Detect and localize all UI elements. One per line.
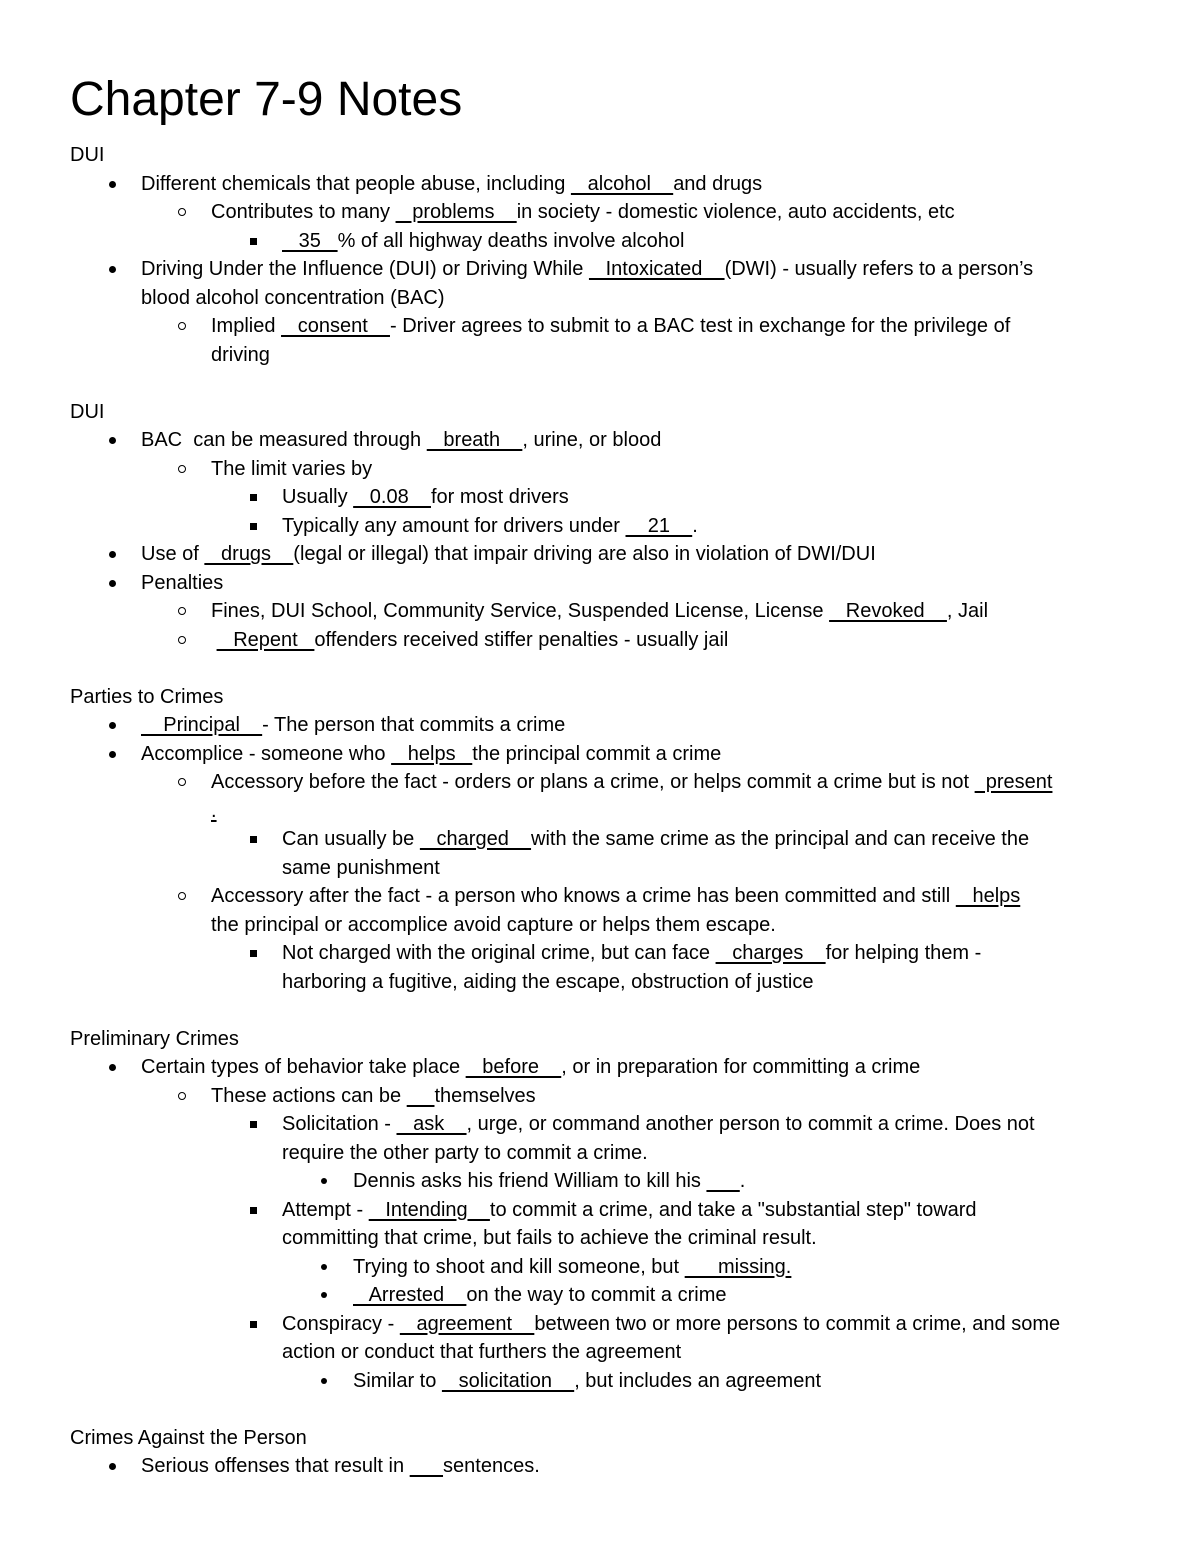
text-segment: Trying to shoot and kill someone, but — [353, 1255, 685, 1278]
fill-in-blank: problems — [395, 201, 517, 223]
list-item-text — [70, 1028, 239, 1050]
bullet-square-icon — [250, 494, 257, 501]
fill-in-blank: missing. — [684, 1255, 792, 1278]
list-item-text — [282, 1110, 1035, 1139]
list-item-text — [211, 768, 1052, 797]
list-item-text — [211, 312, 1010, 341]
text-segment: Certain types of behavior take place — [141, 1056, 466, 1078]
list-item-text — [141, 255, 1033, 284]
list-item — [0, 227, 1200, 256]
list-item — [0, 626, 1200, 655]
fill-in-blank: present — [974, 771, 1053, 793]
fill-in-blank: ask — [396, 1113, 467, 1135]
text-segment: These actions can be — [211, 1084, 407, 1107]
bullet-small-dot-icon — [321, 1378, 327, 1384]
list-item-text — [211, 1082, 536, 1111]
list-item — [0, 198, 1200, 227]
text-segment: same punishment — [282, 856, 440, 879]
list-item-text — [282, 968, 813, 997]
text-segment: , or in preparation for committing a crime — [561, 1056, 921, 1078]
fill-in-blank: solicitation — [441, 1369, 575, 1392]
fill-in-blank: Repent — [216, 628, 315, 651]
text-segment: committing that crime, but fails to achieve the criminal result. — [282, 1227, 817, 1249]
bullet-dot-icon — [109, 1064, 116, 1071]
text-segment: Penalties — [141, 571, 224, 594]
list-item-text — [70, 401, 104, 423]
fill-in-blank: Intending — [368, 1198, 490, 1221]
list-item — [0, 312, 1200, 341]
list-item — [0, 740, 1200, 769]
text-segment: Solicitation - — [282, 1113, 397, 1135]
text-segment: Usually — [282, 486, 354, 508]
list-item — [0, 1281, 1200, 1310]
text-segment: Conspiracy - — [282, 1312, 400, 1335]
text-segment: Attempt - — [282, 1198, 369, 1221]
text-segment: sentences. — [443, 1455, 540, 1477]
fill-in-blank: helps — [391, 742, 473, 765]
section-heading — [0, 1424, 1200, 1453]
list-item — [0, 882, 1200, 911]
list-item-text — [70, 686, 223, 708]
list-item — [0, 854, 1200, 883]
bullet-square-icon — [250, 1321, 257, 1328]
bullet-dot-icon — [109, 751, 116, 758]
list-item — [0, 569, 1200, 598]
list-item-text — [353, 1281, 726, 1310]
text-segment: . — [739, 1170, 746, 1192]
text-segment: , but includes an agreement — [574, 1369, 822, 1392]
fill-in-blank: Principal — [141, 714, 263, 736]
list-item-text — [211, 626, 728, 655]
bullet-dot-icon — [109, 266, 116, 273]
text-segment: The limit varies by — [211, 457, 373, 480]
bullet-square-icon — [250, 836, 257, 843]
list-item-text — [141, 1053, 920, 1082]
fill-in-blank: charged — [419, 828, 532, 850]
list-item-text — [282, 1139, 648, 1168]
text-segment: the principal commit a crime — [472, 742, 722, 765]
list-item — [0, 1310, 1200, 1339]
list-item-text — [282, 1224, 817, 1253]
list-item-text — [353, 1167, 745, 1196]
fill-in-blank: helps — [955, 885, 1021, 907]
text-segment: and drugs — [673, 172, 763, 195]
bullet-circle-icon — [178, 778, 186, 786]
text-segment: between two or more persons to commit a crime, and some — [534, 1312, 1061, 1335]
list-item — [0, 1338, 1200, 1367]
list-item — [0, 341, 1200, 370]
text-segment: in society - domestic violence, auto accidents, etc — [516, 201, 955, 223]
text-segment: for helping them - — [825, 942, 982, 964]
list-item-text — [141, 711, 565, 740]
text-segment: Can usually be — [282, 828, 420, 850]
fill-in-blank — [706, 1170, 739, 1192]
text-segment: BAC can be measured through — [141, 429, 427, 451]
fill-in-blank: Intoxicated — [588, 258, 725, 280]
list-item — [0, 797, 1200, 826]
list-item — [0, 939, 1200, 968]
list-item-text — [141, 1452, 540, 1481]
list-item-text — [282, 1310, 1060, 1339]
text-segment: to commit a crime, and take a "substantial step" toward — [489, 1198, 977, 1221]
text-segment: % of all highway deaths involve alcohol — [337, 229, 685, 252]
list-item-text — [282, 825, 1029, 854]
list-item-text — [282, 512, 698, 541]
text-segment: Parties to Crimes — [70, 685, 224, 708]
list-item — [0, 455, 1200, 484]
fill-in-blank: alcohol — [570, 172, 674, 195]
section-heading — [0, 1025, 1200, 1054]
list-item-text — [211, 797, 217, 826]
text-segment: Fines, DUI School, Community Service, Suspended License, License — [211, 600, 830, 622]
list-item-text — [141, 540, 876, 569]
list-item — [0, 426, 1200, 455]
list-item — [0, 255, 1200, 284]
list-item — [0, 1224, 1200, 1253]
section-heading — [0, 398, 1200, 427]
bullet-circle-icon — [178, 208, 186, 216]
fill-in-blank: consent — [281, 315, 390, 337]
text-segment: require the other party to commit a crime. — [282, 1141, 648, 1164]
list-item-text — [211, 198, 955, 227]
bullet-dot-icon — [109, 580, 116, 587]
text-segment: themselves — [434, 1084, 536, 1107]
fill-in-blank: 35 — [282, 229, 338, 252]
text-segment: , Jail — [946, 600, 989, 622]
list-item — [0, 1167, 1200, 1196]
text-segment: Different chemicals that people abuse, including — [141, 172, 571, 195]
fill-in-blank: charges — [715, 942, 826, 964]
text-segment: driving — [211, 343, 270, 366]
bullet-dot-icon — [109, 181, 116, 188]
text-segment: Typically any amount for drivers under — [282, 514, 626, 537]
text-segment: harboring a fugitive, aiding the escape, obstruction of justice — [282, 970, 814, 993]
text-segment: Not charged with the original crime, but can face — [282, 942, 716, 964]
text-segment: Accomplice - someone who — [141, 742, 392, 765]
list-item-text — [211, 911, 776, 940]
text-segment: for most drivers — [430, 486, 569, 508]
page-title: Chapter 7-9 Notes — [70, 73, 463, 126]
section-heading — [0, 683, 1200, 712]
list-item-text — [282, 483, 569, 512]
list-item-text — [141, 569, 223, 598]
bullet-dot-icon — [109, 722, 116, 729]
fill-in-blank: Revoked — [829, 600, 947, 622]
text-segment: Similar to — [353, 1369, 442, 1392]
list-item-text — [353, 1253, 791, 1282]
list-item-text — [141, 284, 445, 313]
text-segment: Preliminary Crimes — [70, 1027, 239, 1050]
text-segment: (DWI) - usually refers to a person’s — [724, 258, 1034, 280]
bullet-square-icon — [250, 1121, 257, 1128]
fill-in-blank: . — [211, 799, 217, 822]
list-item — [0, 1253, 1200, 1282]
list-item — [0, 483, 1200, 512]
text-segment: Crimes Against the Person — [70, 1426, 307, 1449]
list-item — [0, 284, 1200, 313]
list-item-text — [70, 1427, 307, 1449]
list-item — [0, 1139, 1200, 1168]
text-segment: action or conduct that furthers the agreement — [282, 1341, 682, 1363]
text-segment: on the way to commit a crime — [466, 1284, 727, 1306]
bullet-circle-icon — [178, 322, 186, 330]
text-segment: , urine, or blood — [522, 429, 662, 451]
list-item-text — [282, 227, 684, 256]
text-segment: - The person that commits a crime — [262, 714, 566, 736]
list-item-text — [282, 1338, 681, 1367]
bullet-square-icon — [250, 523, 257, 530]
text-segment: - Driver agrees to submit to a BAC test in exchange for the privilege of — [389, 315, 1011, 337]
notes-body — [0, 141, 1200, 1481]
text-segment: with the same crime as the principal and can receive the — [531, 828, 1030, 850]
list-item — [0, 825, 1200, 854]
fill-in-blank: Arrested — [353, 1284, 467, 1306]
text-segment: Accessory before the fact - orders or plans a crime, or helps commit a crime but is not — [211, 771, 975, 793]
text-segment: blood alcohol concentration (BAC) — [141, 286, 445, 309]
list-item-text — [70, 144, 104, 166]
list-item-text — [211, 455, 372, 484]
list-item-text — [141, 740, 721, 769]
list-item — [0, 170, 1200, 199]
fill-in-blank: breath — [426, 429, 523, 451]
list-item — [0, 768, 1200, 797]
list-item-text — [141, 426, 661, 455]
list-item-text — [211, 882, 1020, 911]
fill-in-blank: agreement — [399, 1312, 535, 1335]
text-segment: Use of — [141, 543, 205, 565]
list-item — [0, 911, 1200, 940]
fill-in-blank — [410, 1455, 443, 1477]
bullet-circle-icon — [178, 892, 186, 900]
text-segment: the principal or accomplice avoid capture or helps them escape. — [211, 913, 776, 936]
text-segment: (legal or illegal) that impair driving are also in violation of DWI/DUI — [293, 543, 876, 565]
fill-in-blank: drugs — [204, 543, 294, 565]
bullet-square-icon — [250, 950, 257, 957]
text-segment: Driving Under the Influence (DUI) or Driving While — [141, 258, 589, 280]
text-segment: , urge, or command another person to commit a crime. Does not — [466, 1113, 1035, 1135]
text-segment: DUI — [70, 144, 105, 166]
fill-in-blank: 0.08 — [353, 486, 431, 508]
list-item — [0, 711, 1200, 740]
text-segment: Implied — [211, 315, 282, 337]
list-item — [0, 540, 1200, 569]
bullet-dot-icon — [109, 437, 116, 444]
bullet-dot-icon — [109, 551, 116, 558]
bullet-dot-icon — [109, 1463, 116, 1470]
text-segment: Accessory after the fact - a person who knows a crime has been committed and still — [211, 885, 956, 907]
text-segment: Dennis asks his friend William to kill his — [353, 1170, 707, 1192]
text-segment: offenders received stiffer penalties - usually jail — [314, 628, 729, 651]
text-segment: DUI — [70, 400, 105, 423]
list-item-text — [282, 1196, 977, 1225]
list-item-text — [282, 854, 440, 883]
list-item-text — [141, 170, 762, 199]
bullet-small-dot-icon — [321, 1178, 327, 1184]
fill-in-blank: before — [465, 1056, 562, 1078]
bullet-circle-icon — [178, 607, 186, 615]
section-heading — [0, 141, 1200, 170]
text-segment: Contributes to many — [211, 201, 396, 223]
fill-in-blank — [407, 1085, 435, 1107]
list-item-text — [282, 939, 981, 968]
list-item-text — [211, 597, 988, 626]
list-item — [0, 968, 1200, 997]
list-item — [0, 1053, 1200, 1082]
text-segment: Serious offenses that result in — [141, 1455, 410, 1477]
bullet-circle-icon — [178, 636, 186, 644]
bullet-square-icon — [250, 1207, 257, 1214]
list-item-text — [353, 1367, 821, 1396]
list-item — [0, 1367, 1200, 1396]
list-item — [0, 512, 1200, 541]
list-item — [0, 1110, 1200, 1139]
fill-in-blank: 21 — [625, 514, 693, 537]
bullet-circle-icon — [178, 1092, 186, 1100]
list-item — [0, 1082, 1200, 1111]
list-item — [0, 597, 1200, 626]
bullet-small-dot-icon — [321, 1292, 327, 1298]
bullet-square-icon — [250, 238, 257, 245]
list-item — [0, 1452, 1200, 1481]
bullet-circle-icon — [178, 465, 186, 473]
list-item — [0, 1196, 1200, 1225]
text-segment: . — [692, 514, 698, 537]
bullet-small-dot-icon — [321, 1264, 327, 1270]
list-item-text — [211, 341, 270, 370]
